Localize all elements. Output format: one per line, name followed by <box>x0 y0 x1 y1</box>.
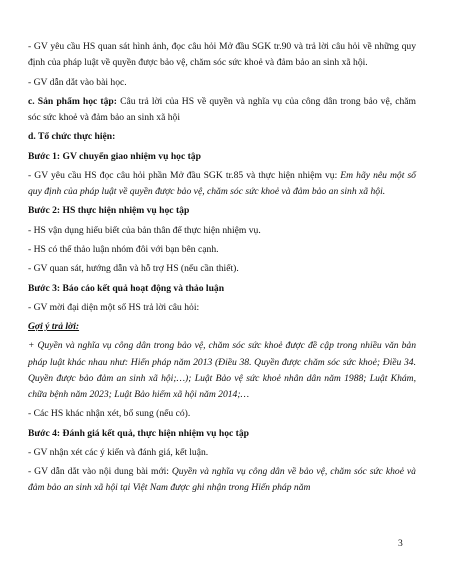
text-run: - HS vận dụng hiểu biết của bản thân để thực hiện nhiệm vụ. <box>28 224 261 236</box>
heading-buoc-4 <box>28 426 416 442</box>
para-hs-nhan-xet <box>28 406 416 422</box>
text-run: Quyền và nghĩa vụ công dân về bảo vệ, chăm sóc sức khoẻ và đảm bảo an sinh xã hội tại Việt Nam được ghi nhận trong Hiến pháp năm <box>28 466 416 494</box>
para-gv-moi-dai-dien <box>28 300 416 316</box>
para-gv-yeu-cau-quan-sat <box>28 39 416 71</box>
heading-buoc-1 <box>28 149 416 165</box>
text-run: Gợi ý trả lời: <box>28 321 80 333</box>
heading-to-chuc-thuc-hien <box>28 129 416 145</box>
para-goi-y-noi-dung <box>28 338 416 403</box>
text-run: Bước 3: Báo cáo kết quả hoạt động và thảo luận <box>28 282 225 294</box>
text-run: - GV yêu cầu HS quan sát hình ảnh, đọc câu hỏi Mở đầu SGK tr.90 và trả lời câu hỏi về những quy định của pháp luật về quyền được bảo vệ, chăm sóc sức khoẻ và đảm bảo an sinh xã hội. <box>28 41 416 69</box>
text-run: c. Sản phẩm học tập: <box>28 95 121 107</box>
text-run: d. Tổ chức thực hiện: <box>28 131 116 143</box>
para-gv-nhan-xet <box>28 445 416 461</box>
text-run: - HS có thể thảo luận nhóm đôi với bạn bên cạnh. <box>28 243 219 255</box>
text-run: + Quyền và nghĩa vụ công dân trong bảo vệ, chăm sóc sức khoẻ được đề cập trong nhiều văn bản pháp luật khác nhau như: Hiến pháp năm 2013 (Điều 38. Quyền được chăm sóc sức khoẻ; Điều 34. Quyền được bảo đảm an sinh xã hội;…); Luật Bảo vệ sức khoẻ nhân dân năm 1988; Luật Khám, chữa bệnh năm 2023; Luật Bảo hiểm xã hội năm 2014;… <box>28 340 416 401</box>
text-run: - GV dẫn dắt vào nội dung bài mới: <box>28 466 172 478</box>
text-run: - Các HS khác nhận xét, bổ sung (nếu có). <box>28 408 191 420</box>
text-run: Bước 1: GV chuyển giao nhiệm vụ học tập <box>28 150 201 162</box>
text-run: - GV dẫn dắt vào bài học. <box>28 76 127 88</box>
heading-goi-y-tra-loi <box>28 319 416 335</box>
text-run: - GV quan sát, hướng dẫn và hỗ trợ HS (nếu cần thiết). <box>28 263 239 275</box>
para-hs-van-dung <box>28 223 416 239</box>
document-body <box>28 39 416 500</box>
para-gv-quan-sat <box>28 261 416 277</box>
text-run: Câu trả lời của HS về quyền và nghĩa vụ của công dân trong bảo vệ, chăm sóc sức khoẻ và đảm bảo an sinh xã hội <box>28 95 416 123</box>
text-run: Em hãy nêu một số quy định của pháp luật về quyền được bảo vệ, chăm sóc sức khoẻ và đảm bảo an sinh xã hội. <box>28 169 416 198</box>
para-san-pham-hoc-tap <box>28 94 416 126</box>
para-gv-dan-dat-noi-dung <box>28 464 416 496</box>
para-hs-thao-luan <box>28 242 416 258</box>
para-gv-yeu-cau-doc-cau-hoi <box>28 168 416 200</box>
heading-buoc-2 <box>28 203 416 219</box>
text-run: Bước 4: Đánh giá kết quả, thực hiện nhiệm vụ học tập <box>28 427 249 439</box>
heading-buoc-3 <box>28 281 416 297</box>
page-number: 3 <box>398 538 403 549</box>
text-run: - GV nhận xét các ý kiến và đánh giá, kết luận. <box>28 446 209 458</box>
text-run: Bước 2: HS thực hiện nhiệm vụ học tập <box>28 205 190 217</box>
text-run: - GV mời đại diện một số HS trả lời câu hỏi: <box>28 301 200 313</box>
para-gv-dan-dat <box>28 75 416 91</box>
text-run: - GV yêu cầu HS đọc câu hỏi phần Mở đầu SGK tr.85 và thực hiện nhiệm vụ: <box>28 169 341 181</box>
